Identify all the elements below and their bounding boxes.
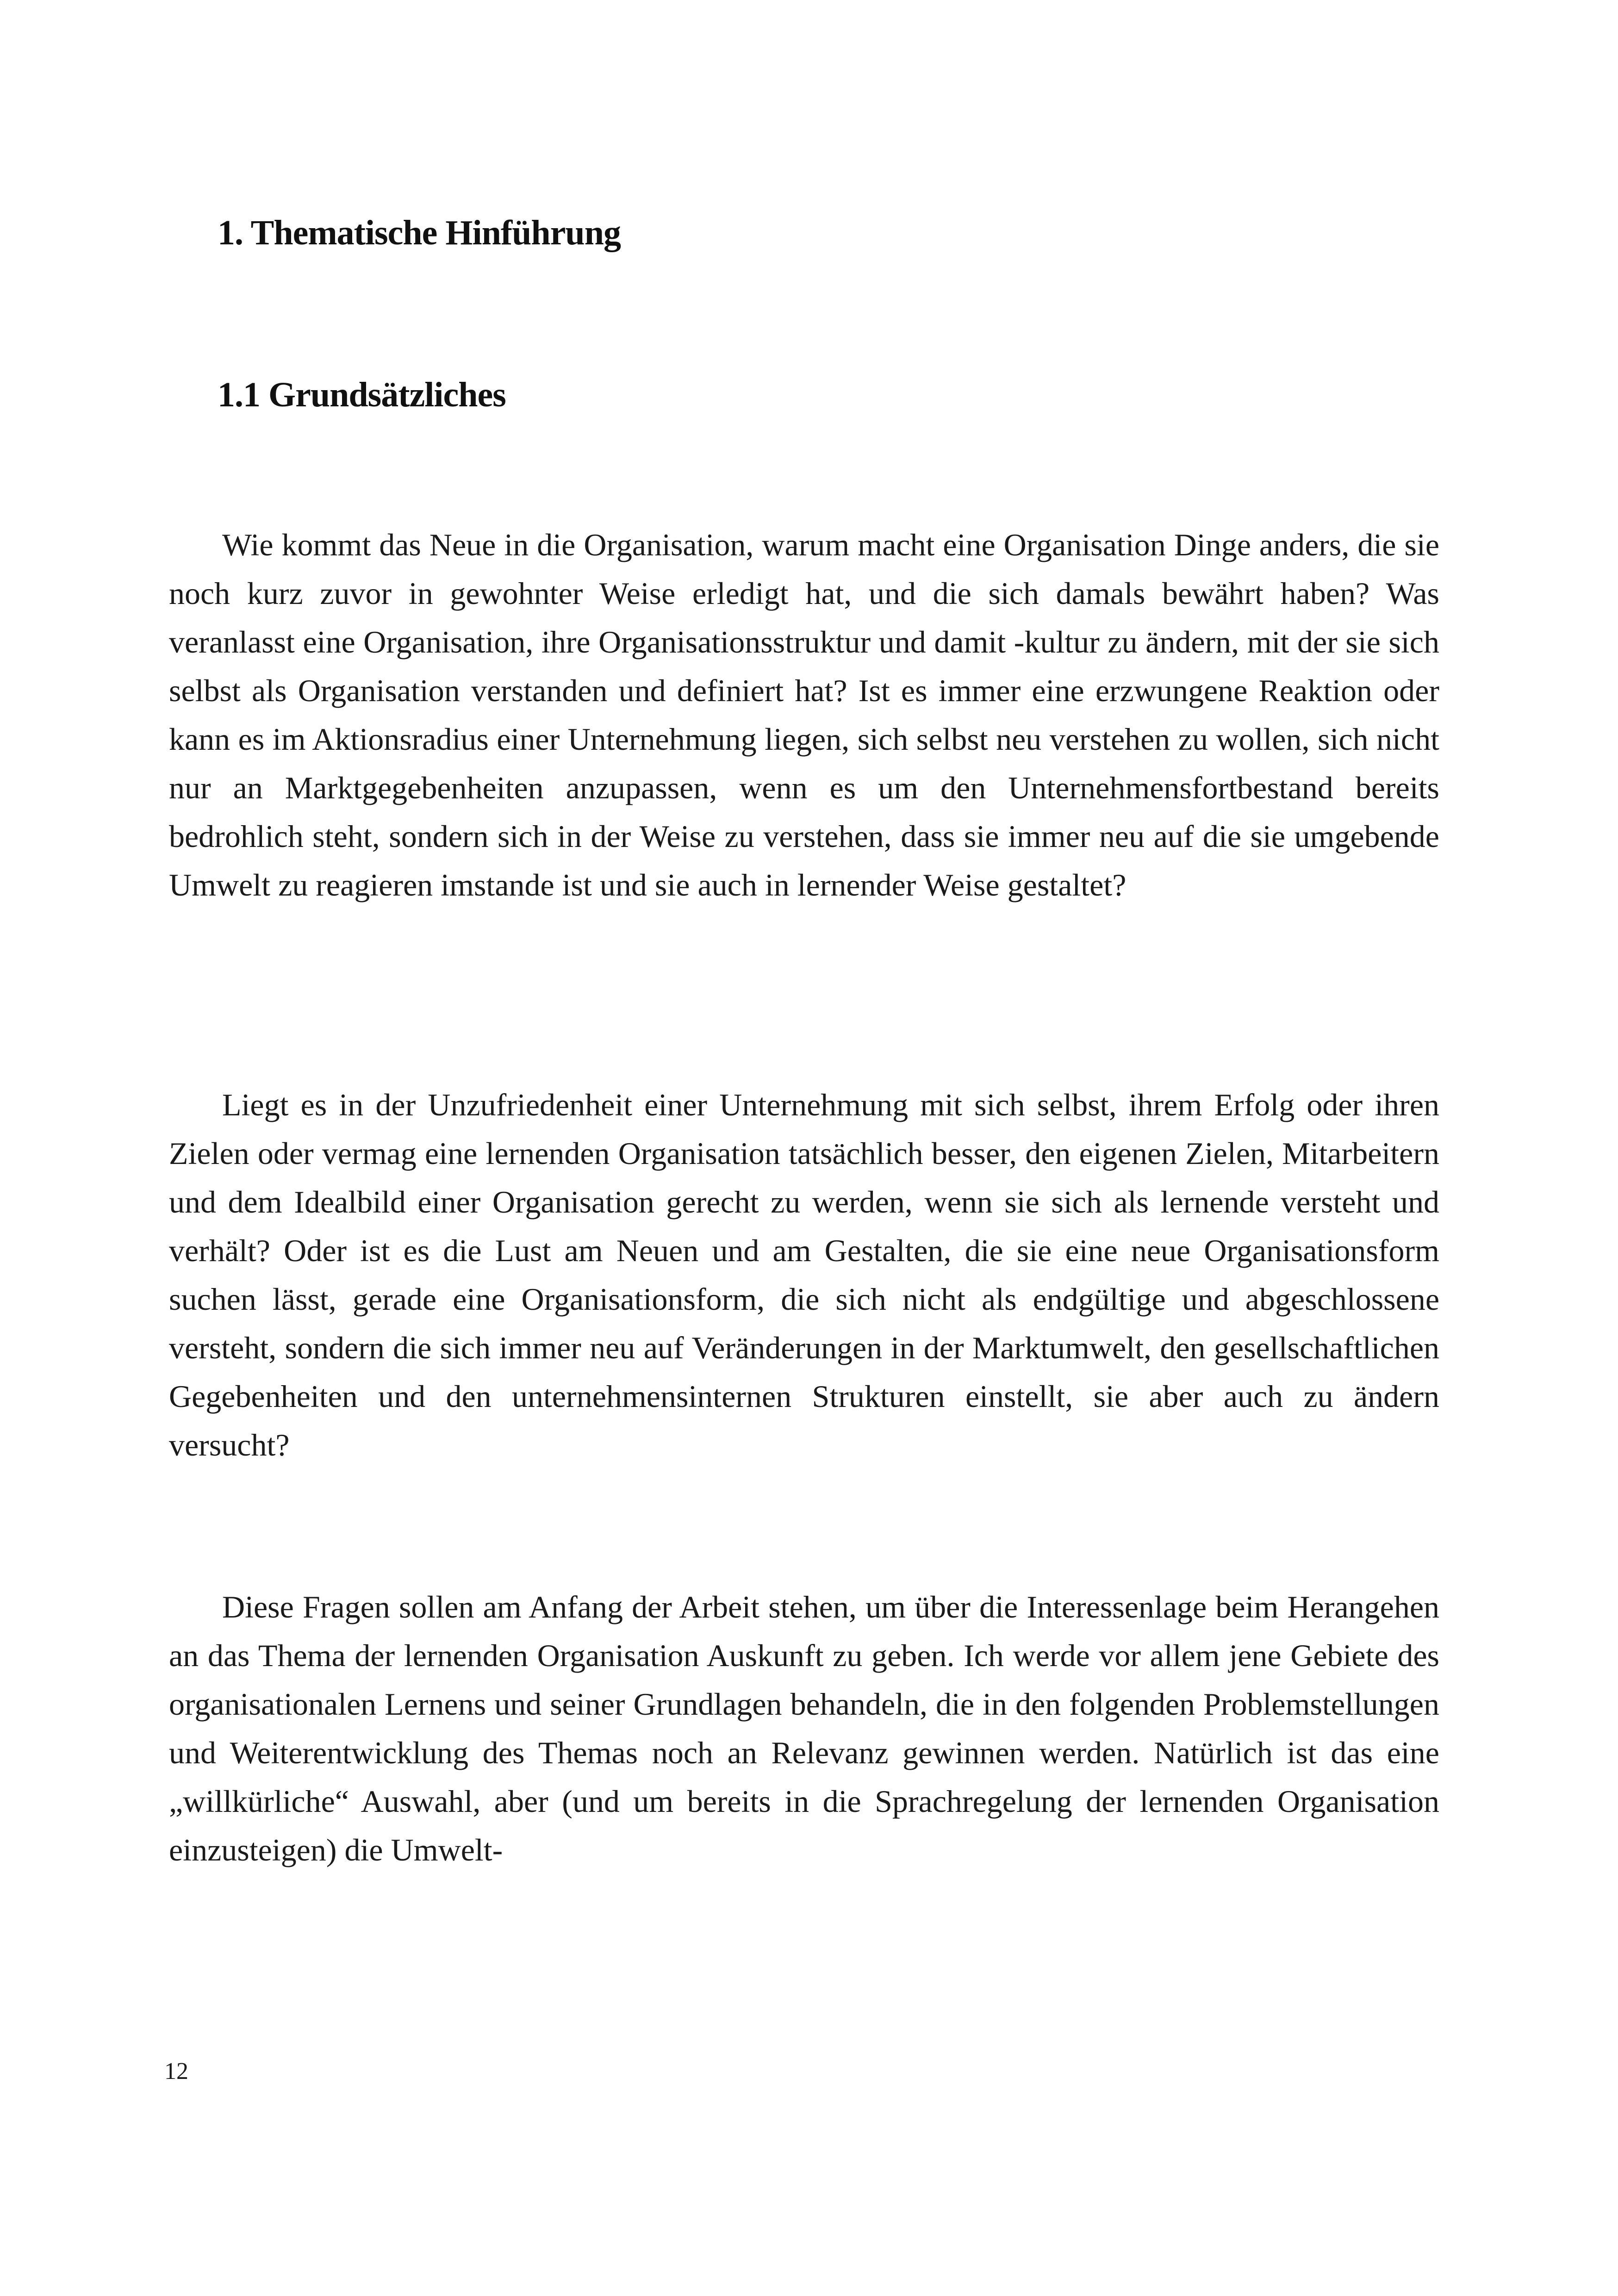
chapter-heading: 1. Thematische Hinführung <box>218 213 621 252</box>
page-number: 12 <box>164 2058 188 2084</box>
body-paragraph-1: Wie kommt das Neue in die Organisation, warum macht eine Organisation Dinge anders, die sie noch kurz zuvor in gewohnter Weise erledigt hat, und die sich damals bewährt haben? Was veranlasst eine Organisation, ihre Organisationsstruktur und damit -kultur zu ändern, mit der sie sich selbst als Organisation verstanden und definiert hat? Ist es immer eine erzwungene Reaktion oder kann es im Aktionsradius einer Unternehmung liegen, sich selbst neu verstehen zu wollen, sich nicht nur an Marktgegebenheiten anzupassen, wenn es um den Unternehmensfortbestand bereits bedrohlich steht, sondern sich in der Weise zu verstehen, dass sie immer neu auf die sie umgebende Umwelt zu reagieren imstande ist und sie auch in lernender Weise gestaltet? <box>169 527 1439 902</box>
body-paragraph-2: Liegt es in der Unzufriedenheit einer Unternehmung mit sich selbst, ihrem Erfolg oder ihren Zielen oder vermag eine lernenden Organisation tatsächlich besser, den eigenen Zielen, Mitarbeitern und dem Idealbild einer Organisation gerecht zu werden, wenn sie sich als lernende versteht und verhält? Oder ist es die Lust am Neuen und am Gestalten, die sie eine neue Organisationsform suchen lässt, gerade eine Organisationsform, die sich nicht als endgültige und abgeschlossene versteht, sondern die sich immer neu auf Veränderungen in der Marktumwelt, den gesellschaftlichen Gegebenheiten und den unternehmensinternen Strukturen einstellt, sie aber auch zu ändern versucht? <box>169 1087 1439 1462</box>
subsection-heading: 1.1 Grundsätzliches <box>218 375 506 414</box>
body-paragraph-3: Diese Fragen sollen am Anfang der Arbeit stehen, um über die Interessenlage beim Herangehen an das Thema der lernenden Organisation Auskunft zu geben. Ich werde vor allem jene Gebiete des organisationalen Lernens und seiner Grundlagen behandeln, die in den folgenden Problemstellungen und Weiterentwicklung des Themas noch an Relevanz gewinnen werden. Natürlich ist das eine „willkürliche“ Auswahl, aber (und um bereits in die Sprachregelung der lernenden Organisation einzusteigen) die Umwelt- <box>169 1589 1439 1867</box>
